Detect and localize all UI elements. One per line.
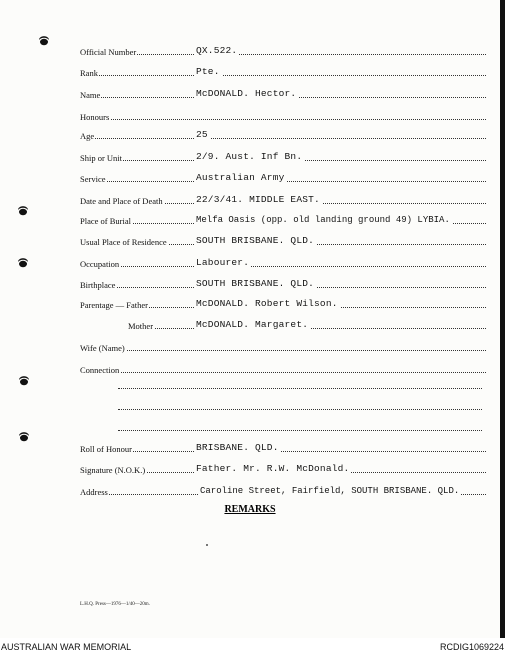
field-label: Age: [80, 131, 95, 141]
field-label: Date and Place of Death: [80, 196, 163, 206]
field-label: Roll of Honour: [80, 444, 132, 454]
field-label: Birthplace: [80, 280, 116, 290]
punch-hole-icon: [18, 430, 30, 442]
field-value: SOUTH BRISBANE. QLD.: [196, 278, 315, 289]
field-value: 22/3/41. MIDDLE EAST.: [196, 194, 320, 205]
field-label: Address: [80, 487, 108, 497]
field-rank: [80, 64, 486, 78]
field-label: Signature (N.O.K.): [80, 465, 146, 475]
field-father: [80, 296, 486, 310]
printer-imprint: L.H.Q. Press—1976—1/40—20m.: [80, 602, 150, 607]
field-date-place-death: [80, 192, 486, 206]
field-label: Official Number: [80, 47, 137, 57]
field-label: Service: [80, 174, 106, 184]
field-roll-of-honour: [80, 440, 486, 454]
field-label: Usual Place of Residence: [80, 237, 167, 247]
field-value: Caroline Street, Fairfield, SOUTH BRISBANE. QLD.: [200, 486, 460, 496]
field-label: Ship or Unit: [80, 153, 123, 163]
field-wife: [80, 339, 486, 353]
archive-footer: [0, 640, 510, 654]
punch-hole-icon: [18, 374, 30, 386]
field-value: 2/9. Aust. Inf Bn.: [196, 151, 303, 162]
connection-continuation-line: [118, 388, 482, 389]
field-label: Rank: [80, 68, 98, 78]
field-label: Name: [80, 90, 101, 100]
field-mother: [128, 317, 486, 331]
field-label: Place of Burial: [80, 216, 131, 226]
field-place-of-burial: [80, 212, 486, 226]
field-value: Labourer.: [196, 257, 250, 268]
field-value: McDONALD. Hector.: [196, 88, 297, 99]
field-value: Australian Army: [196, 172, 285, 183]
field-value: SOUTH BRISBANE. QLD.: [196, 235, 315, 246]
field-value: Melfa Oasis (opp. old landing ground 49) LYBIA.: [196, 215, 450, 225]
field-label: Occupation: [80, 259, 120, 269]
field-age: [80, 127, 486, 141]
field-service: [80, 170, 486, 184]
field-ship-or-unit: [80, 149, 486, 163]
field-occupation: [80, 255, 486, 269]
field-name: [80, 86, 486, 100]
field-value: BRISBANE. QLD.: [196, 442, 279, 453]
field-honours: [80, 108, 486, 122]
field-label: Connection: [80, 365, 120, 375]
field-connection: [80, 361, 486, 375]
footer-institution: AUSTRALIAN WAR MEMORIAL: [1, 642, 132, 652]
field-label: Parentage — Father: [80, 300, 148, 310]
field-birthplace: [80, 276, 486, 290]
field-value: McDONALD. Margaret.: [196, 319, 309, 330]
punch-hole-icon: [38, 34, 50, 46]
field-value: 25: [196, 129, 208, 140]
field-usual-residence: [80, 233, 486, 247]
field-value: Father. Mr. R.W. McDonald.: [196, 463, 350, 474]
field-label: Honours: [80, 112, 110, 122]
field-value: McDONALD. Robert Wilson.: [196, 298, 338, 309]
field-label: Wife (Name): [80, 343, 125, 353]
footer-record-id: RCDIG1069224: [439, 642, 504, 652]
connection-continuation-line: [118, 430, 482, 431]
field-value: Pte.: [196, 66, 220, 77]
field-official-number: [80, 43, 486, 57]
punch-hole-icon: [17, 204, 29, 216]
field-signature: [80, 461, 486, 475]
field-address: [80, 483, 486, 497]
punch-hole-icon: [17, 256, 29, 268]
connection-continuation-line: [118, 409, 482, 410]
field-value: QX.522.: [196, 45, 238, 56]
remarks-heading: REMARKS: [224, 504, 276, 515]
field-label: Mother: [128, 321, 154, 331]
